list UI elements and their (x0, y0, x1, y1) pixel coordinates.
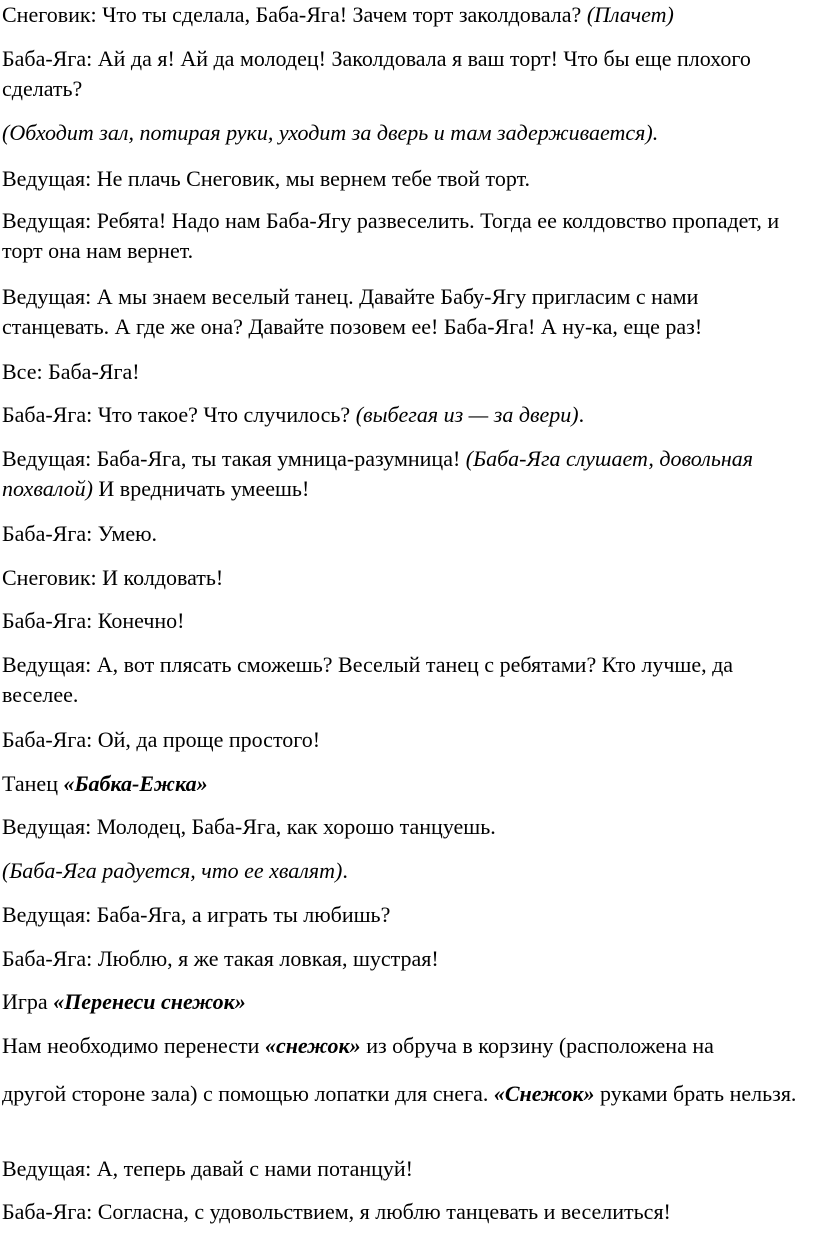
paragraph (2, 1031, 810, 1061)
paragraph (2, 0, 810, 30)
paragraph (2, 725, 810, 755)
text-run: Ведущая: Ребята! Надо нам Баба-Ягу развеселить. Тогда ее колдовство пропадет, и торт она нам вернет. (2, 208, 780, 263)
stage-direction: (выбегая из — за двери) (355, 402, 579, 427)
text-run: . (578, 402, 585, 427)
paragraph (2, 164, 810, 194)
text-run: Баба-Яга: Ай да я! Ай да молодец! Заколдовала я ваш торт! Что бы еще плохого сделать? (2, 46, 751, 101)
paragraph (2, 650, 810, 710)
paragraph (2, 1197, 810, 1227)
text-run: . (342, 858, 348, 883)
paragraph (2, 1154, 810, 1184)
paragraph (2, 900, 810, 930)
text-run: Танец (2, 771, 64, 796)
stage-direction: (Баба-Яга слушает, довольная похвалой) (2, 446, 753, 501)
paragraph (2, 944, 810, 974)
paragraph (2, 519, 810, 549)
paragraph (2, 118, 810, 148)
stage-direction: (Обходит зал, потирая руки, уходит за дверь и там задерживается). (2, 120, 659, 145)
stage-direction: (Баба-Яга радуется, что ее хвалят) (2, 858, 343, 883)
text-run: Баба-Яга: Конечно! (2, 608, 185, 633)
text-run: Ведущая: Не плачь Снеговик, мы вернем тебе твой торт. (2, 166, 531, 191)
paragraph (2, 206, 810, 266)
text-run: Ведущая: Баба-Яга, а играть ты любишь? (2, 902, 391, 927)
paragraph (2, 856, 810, 886)
paragraph (2, 444, 810, 504)
text-run: Все: Баба-Яга! (2, 359, 140, 384)
text-run: Ведущая: А мы знаем веселый танец. Давайте Бабу-Ягу пригласим с нами станцевать. А где же она? Давайте позовем ее! Баба-Яга! А ну-ка, еще раз! (2, 284, 703, 339)
text-run: другой стороне зала) с помощью лопатки для снега. (2, 1081, 494, 1106)
text-run: из обруча в корзину (расположена на (360, 1033, 714, 1058)
paragraph (2, 1079, 810, 1109)
paragraph (2, 400, 810, 430)
text-run: Баба-Яга: Люблю, я же такая ловкая, шустрая! (2, 946, 439, 971)
paragraph (2, 606, 810, 636)
text-run: Ведущая: Баба-Яга, ты такая умница-разумница! (2, 446, 466, 471)
emphasized-title: «Снежок» (493, 1081, 595, 1106)
text-run: Снеговик: И колдовать! (2, 565, 224, 590)
paragraph (2, 282, 810, 342)
paragraph (2, 812, 810, 842)
paragraph (2, 769, 810, 799)
text-run: Ведущая: А, вот плясать сможешь? Веселый танец с ребятами? Кто лучше, да веселее. (2, 652, 734, 707)
text-run: Баба-Яга: Согласна, с удовольствием, я люблю танцевать и веселиться! (2, 1199, 671, 1224)
text-run: руками брать нельзя. (594, 1081, 797, 1106)
text-run: Ведущая: А, теперь давай с нами потанцуй! (2, 1156, 413, 1181)
text-run: Игра (2, 989, 54, 1014)
text-run: Нам необходимо перенести (2, 1033, 265, 1058)
emphasized-title: «снежок» (264, 1033, 361, 1058)
text-run: Баба-Яга: Ой, да проще простого! (2, 727, 321, 752)
text-run: Ведущая: Молодец, Баба-Яга, как хорошо танцуешь. (2, 814, 496, 839)
text-run: Баба-Яга: Умею. (2, 521, 158, 546)
paragraph (2, 357, 810, 387)
text-run: Баба-Яга: Что такое? Что случилось? (2, 402, 356, 427)
emphasized-title: «Бабка-Ежка» (63, 771, 208, 796)
stage-direction: (Плачет) (586, 2, 674, 27)
paragraph (2, 44, 810, 104)
text-run: Снеговик: Что ты сделала, Баба-Яга! Зачем торт заколдовала? (2, 2, 587, 27)
paragraph (2, 563, 810, 593)
text-run: И вредничать умеешь! (92, 476, 310, 501)
paragraph (2, 987, 810, 1017)
emphasized-title: «Перенеси снежок» (53, 989, 246, 1014)
